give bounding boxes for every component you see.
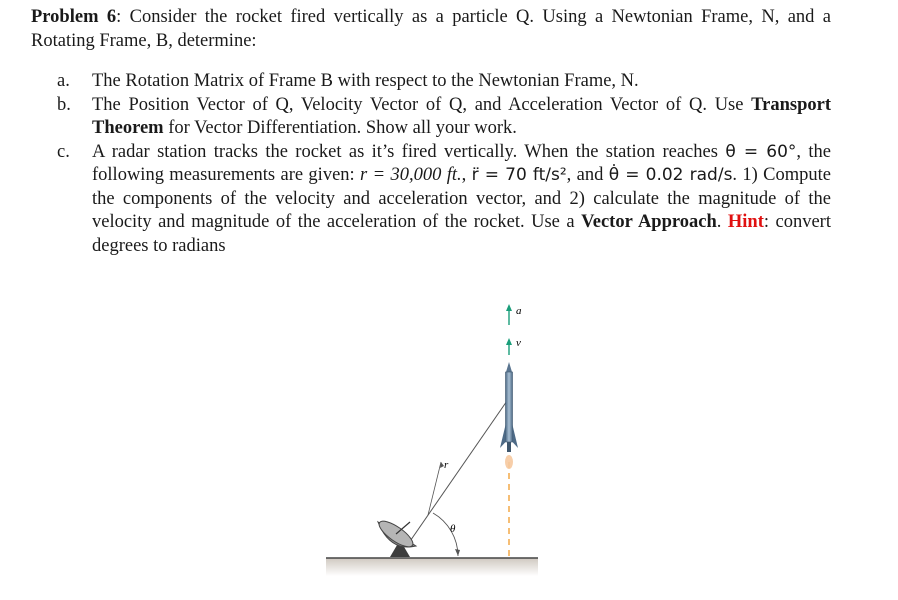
task-b-text-2: for Vector Differentiation. Show all your work. (163, 118, 517, 138)
velocity-label: v (516, 337, 521, 349)
r-equation: r = 30,000 ft. (360, 165, 462, 185)
velocity-arrow-head (506, 338, 512, 345)
problem-intro-text: : Consider the rocket fired vertically as a particle Q. Using a Newtonian Frame, N, and a Rotating Frame, B, determine: (31, 7, 831, 51)
r-label: r (444, 459, 449, 471)
task-c-marker: c. (57, 141, 70, 162)
rocket-radar-figure (318, 300, 558, 580)
task-c-text-6: . (716, 212, 728, 232)
theta-equation: θ = 60° (725, 141, 797, 162)
task-c-text-7: : convert degrees to radians (92, 212, 831, 256)
radar-dish-icon (376, 517, 417, 557)
task-c-text-5: . 1) Compute the components of the velocity and acceleration vector, and 2) calculate the magnitude of the velocity and magnitude of the acceleration of the rocket. Use a (92, 165, 832, 232)
task-c-text-4: , and (566, 165, 609, 185)
task-list (31, 70, 831, 258)
task-a-marker: a. (57, 71, 70, 91)
task-a-text: The Rotation Matrix of Frame B with respect to the Newtonian Frame, N. (92, 71, 639, 91)
acceleration-label: a (516, 305, 522, 317)
task-a (31, 70, 831, 94)
theta-dot-equation: θ̇ = 0.02 rad/s (608, 165, 733, 185)
theta-label: θ (450, 523, 456, 535)
task-c (31, 141, 831, 259)
task-b-body (92, 94, 831, 141)
task-c-body (92, 141, 831, 259)
r-dimension-arrow (428, 462, 441, 515)
r-ddot-equation: r̈ = 70 ft/s² (471, 165, 567, 185)
task-c-bold-vector: Vector Approach (581, 212, 717, 232)
problem-intro (31, 6, 831, 53)
task-c-text-2: , the following measurements are given: (92, 141, 831, 185)
task-b-text-1: The Position Vector of Q, Velocity Vector of Q, and Acceleration Vector of Q. Use (92, 94, 752, 115)
problem-text (31, 6, 831, 258)
task-b-marker: b. (57, 94, 71, 115)
problem-label: Problem 6 (31, 7, 117, 27)
acceleration-arrow-head (506, 304, 512, 311)
task-c-text-3: , (461, 165, 472, 185)
task-c-text-1: A radar station tracks the rocket as it’s fired vertically. When the station reaches (92, 141, 726, 162)
r-line (406, 398, 509, 547)
rocket-exhaust (505, 455, 513, 469)
theta-arc-head (455, 549, 460, 556)
task-b-bold: Transport Theorem (92, 94, 831, 138)
hint-label: Hint (727, 212, 764, 232)
ground (326, 558, 538, 576)
task-b (31, 94, 831, 141)
